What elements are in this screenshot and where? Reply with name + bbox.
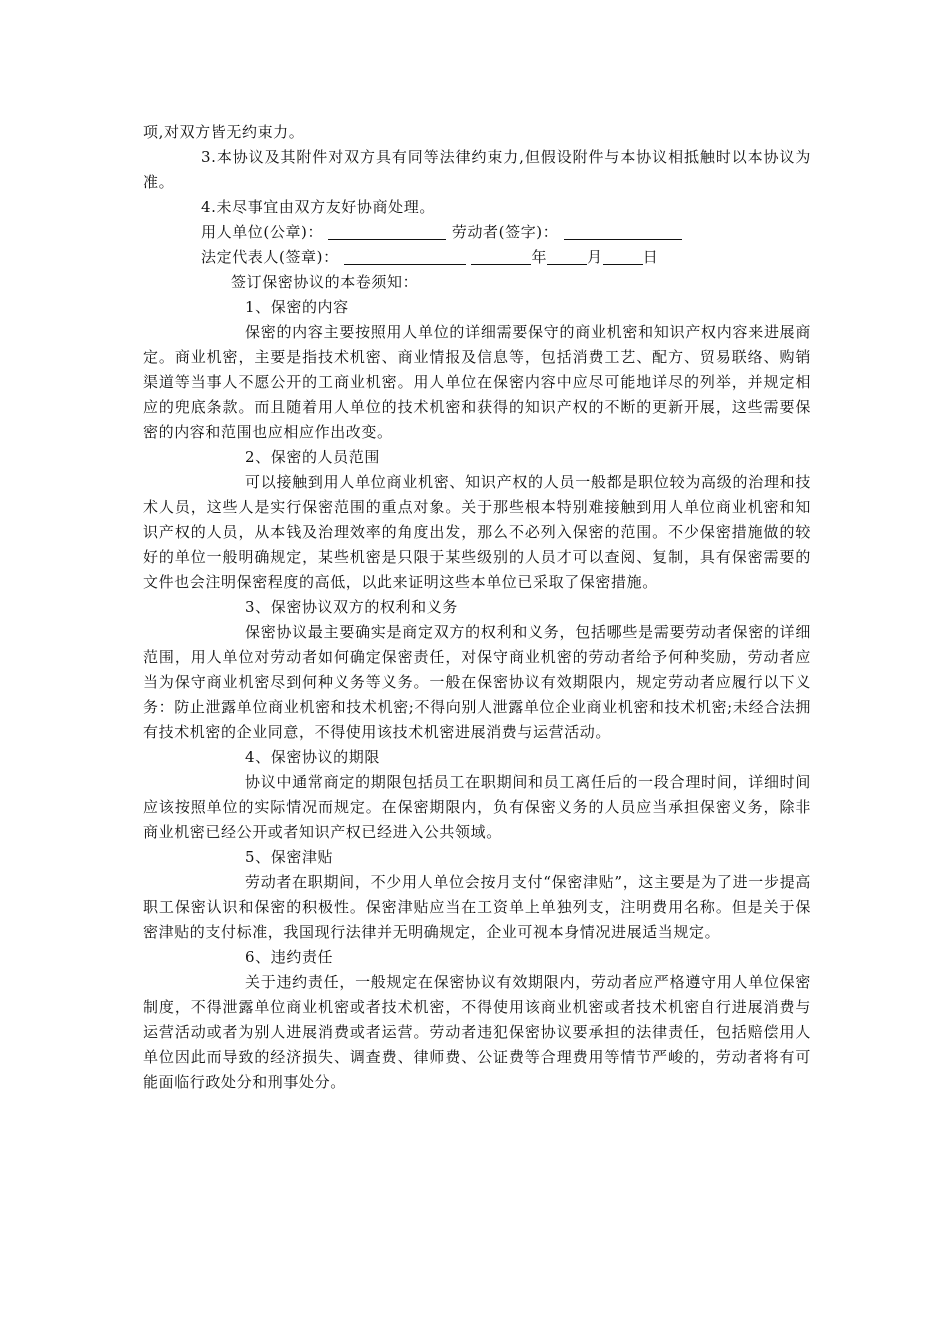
notice-title: 签订保密协议的本卷须知： bbox=[231, 273, 419, 291]
clause-4: 4.未尽事宜由双方友好协商处理。 bbox=[201, 198, 435, 216]
section-heading: 6、违约责任 bbox=[245, 948, 334, 966]
worker-signature-label: 劳动者(签字)： bbox=[451, 223, 559, 241]
section-body: 可以接触到用人单位商业机密、知识产权的人员一般都是职位较为高级的治理和技术人员，这些人是实行保密范围的重点对象。关于那些根本特别难接触到用人单位商业机密和知识产权的人员，从本钱及治理效率的角度出发，那么不必列入保密的范围。不少保密措施做的较好的单位一般明确规定，某些机密是只限于某些级别的人员才可以查阅、复制，具有保密需要的文件也会注明保密程度的高低，以此来证明这些本单位已采取了保密措施。 bbox=[143, 473, 811, 591]
signature-row-2 bbox=[143, 245, 811, 270]
section-body: 劳动者在职期间，不少用人单位会按月支付“保密津贴”，这主要是为了进一步提高职工保密认识和保密的积极性。保密津贴应当在工资单上单独列支，注明费用名称。但是关于保密津贴的支付标准，我国现行法律并无明确规定，企业可视本身情况进展适当规定。 bbox=[143, 873, 811, 941]
worker-signature-blank bbox=[564, 222, 682, 240]
year-label: 年 bbox=[531, 248, 548, 266]
employer-seal-blank bbox=[328, 222, 446, 240]
clause-3: 3.本协议及其附件对双方具有同等法律约束力,但假设附件与本协议相抵触时以本协议为准。 bbox=[143, 148, 811, 191]
day-blank bbox=[603, 247, 643, 265]
section-body: 关于违约责任，一般规定在保密协议有效期限内，劳动者应严格遵守用人单位保密制度，不得泄露单位商业机密或者技术机密，不得使用该商业机密或者技术机密自行进展消费与运营活动或者为别人进展消费或者运营。劳动者违犯保密协议要承担的法律责任，包括赔偿用人单位因此而导致的经济损失、调查费、律师费、公证费等合理费用等情节严峻的，劳动者将有可能面临行政处分和刑事处分。 bbox=[143, 973, 811, 1091]
year-blank bbox=[471, 247, 531, 265]
section-heading: 2、保密的人员范围 bbox=[245, 448, 380, 466]
section-heading: 5、保密津贴 bbox=[245, 848, 334, 866]
month-label: 月 bbox=[587, 248, 603, 266]
legal-rep-blank bbox=[344, 247, 466, 265]
day-label: 日 bbox=[642, 248, 659, 266]
clause-continuation: 项,对双方皆无约束力。 bbox=[143, 123, 305, 141]
section-body: 保密的内容主要按照用人单位的详细需要保守的商业机密和知识产权内容来进展商定。商业机密，主要是指技术机密、商业情报及信息等，包括消费工艺、配方、贸易联络、购销渠道等当事人不愿公开的工商业机密。用人单位在保密内容中应尽可能地详尽的列举，并规定相应的兜底条款。而且随着用人单位的技术机密和获得的知识产权的不断的更新开展，这些需要保密的内容和范围也应相应作出改变。 bbox=[143, 323, 811, 441]
section-heading: 4、保密协议的期限 bbox=[245, 748, 380, 766]
signature-row-1 bbox=[143, 220, 811, 245]
section-body: 协议中通常商定的期限包括员工在职期间和员工离任后的一段合理时间，详细时间应该按照单位的实际情况而规定。在保密期限内，负有保密义务的人员应当承担保密义务，除非商业机密已经公开或者知识产权已经进入公共领域。 bbox=[143, 773, 811, 841]
month-blank bbox=[547, 247, 587, 265]
section-body: 保密协议最主要确实是商定双方的权利和义务，包括哪些是需要劳动者保密的详细范围，用人单位对劳动者如何确定保密责任，对保守商业机密的劳动者给予何种奖励，劳动者应当为保守商业机密尽到何种义务等义务。一般在保密协议有效期限内，规定劳动者应履行以下义务：防止泄露单位商业机密和技术机密;不得向别人泄露单位企业商业机密和技术机密;未经合法拥有技术机密的企业同意，不得使用该技术机密进展消费与运营活动。 bbox=[143, 623, 811, 741]
employer-seal-label: 用人单位(公章)： bbox=[201, 223, 324, 241]
legal-rep-label: 法定代表人(签章)： bbox=[201, 248, 339, 266]
document-page bbox=[143, 120, 811, 1095]
section-heading: 1、保密的内容 bbox=[245, 298, 349, 316]
section-heading: 3、保密协议双方的权利和义务 bbox=[245, 598, 458, 616]
